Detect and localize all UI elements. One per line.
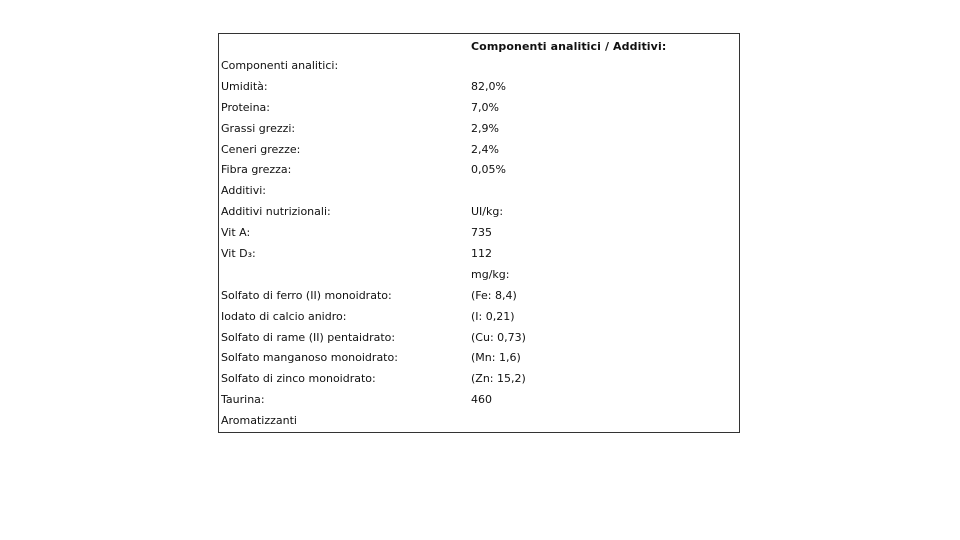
row-label: Fibra grezza:: [221, 163, 292, 177]
row-value: (I: 0,21): [471, 309, 515, 323]
row-label: Vit A:: [221, 226, 251, 240]
row-value: 7,0%: [471, 100, 499, 114]
table-row: [219, 348, 739, 369]
composition-table: [218, 33, 740, 433]
row-label: Solfato di ferro (II) monoidrato:: [221, 288, 392, 302]
row-value: (Zn: 15,2): [471, 372, 526, 386]
row-label: Proteina:: [221, 100, 271, 114]
row-value: 735: [471, 226, 492, 240]
table-row: [219, 140, 739, 161]
row-value: (Cu: 0,73): [471, 330, 526, 344]
row-value: (Mn: 1,6): [471, 351, 521, 365]
row-value: 2,9%: [471, 121, 499, 135]
row-value: (Fe: 8,4): [471, 288, 517, 302]
table-row: [219, 265, 739, 286]
row-value: 82,0%: [471, 79, 506, 93]
table-row: [219, 77, 739, 98]
row-label: Iodato di calcio anidro:: [221, 309, 347, 323]
table-row: [219, 286, 739, 307]
row-value: 460: [471, 393, 492, 407]
table-row: [219, 56, 739, 77]
row-label: Solfato di zinco monoidrato:: [221, 372, 376, 386]
row-label: Additivi nutrizionali:: [221, 205, 331, 219]
row-label: Solfato manganoso monoidrato:: [221, 351, 398, 365]
row-label: Ceneri grezze:: [221, 142, 301, 156]
table-row: [219, 411, 739, 432]
row-label: Taurina:: [221, 393, 265, 407]
row-value: 0,05%: [471, 163, 506, 177]
row-label: Grassi grezzi:: [221, 121, 296, 135]
table-row: [219, 223, 739, 244]
row-value: 2,4%: [471, 142, 499, 156]
table-row: [219, 244, 739, 265]
row-label: Umidità:: [221, 79, 268, 93]
row-value: 112: [471, 247, 492, 261]
row-value: mg/kg:: [471, 267, 510, 281]
table-row: [219, 98, 739, 119]
row-label: Aromatizzanti: [221, 414, 297, 428]
table-row: [219, 369, 739, 390]
table-row: [219, 390, 739, 411]
table-row: [219, 202, 739, 223]
table-row: [219, 328, 739, 349]
table-rows: [219, 56, 739, 432]
table-row: [219, 119, 739, 140]
table-header: Componenti analitici / Additivi:: [471, 40, 667, 53]
row-label: Componenti analitici:: [221, 59, 339, 72]
table-row: [219, 160, 739, 181]
row-label: Vit D₃:: [221, 247, 256, 261]
row-label: Additivi:: [221, 184, 266, 198]
table-row: [219, 307, 739, 328]
row-value: UI/kg:: [471, 205, 504, 219]
row-label: Solfato di rame (II) pentaidrato:: [221, 330, 396, 344]
table-row: [219, 181, 739, 202]
